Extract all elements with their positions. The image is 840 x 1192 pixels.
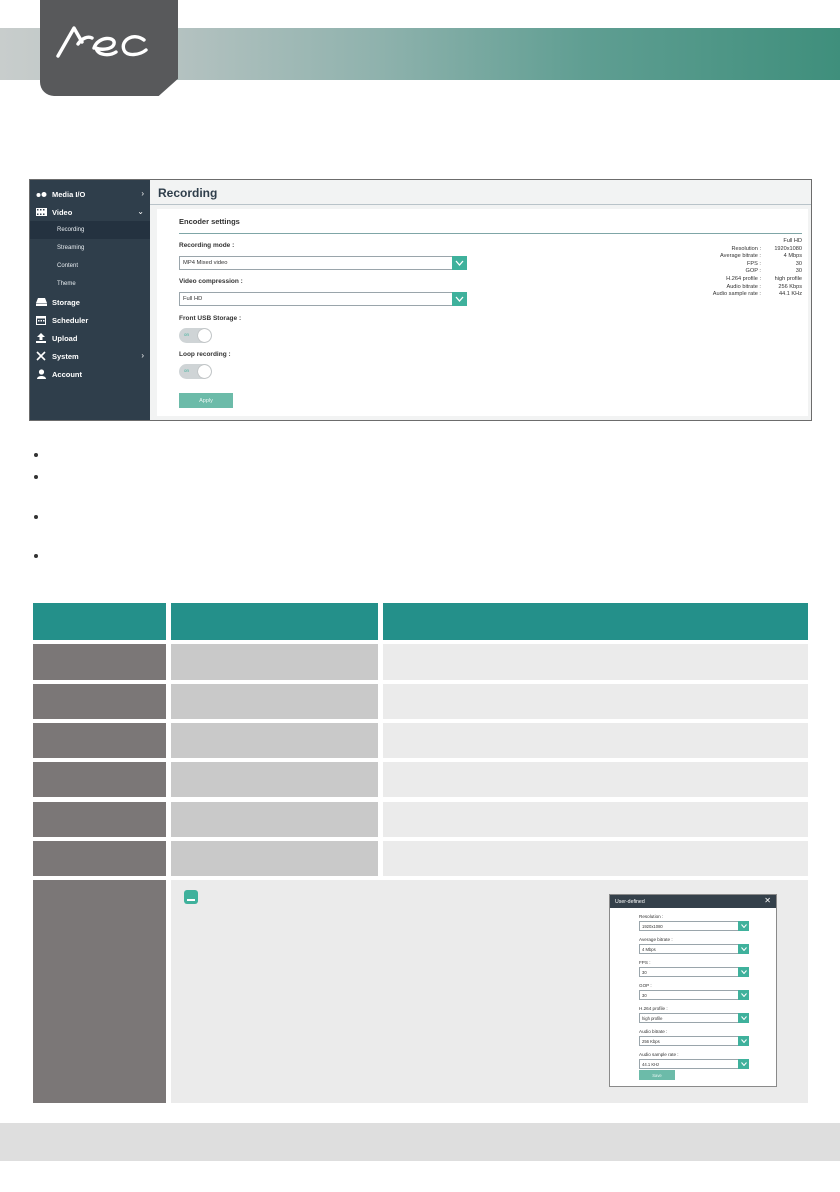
sidebar-item-account[interactable] — [30, 365, 150, 383]
chevron-down-icon — [738, 921, 749, 931]
dialog-field-label: H.264 profile : — [639, 1006, 668, 1011]
user-defined-dialog — [609, 894, 777, 1087]
sidebar-item-storage[interactable] — [30, 293, 150, 311]
chevron-down-icon — [738, 990, 749, 1000]
content-area — [150, 180, 811, 420]
sidebar-item-video[interactable] — [30, 203, 150, 221]
spec-key: H.264 profile : — [726, 275, 761, 282]
chevron-down-icon — [738, 1036, 749, 1046]
sidebar-item-label: Video — [52, 207, 73, 217]
arec-logo-icon — [54, 22, 162, 62]
spec-row — [684, 246, 802, 254]
table-row-description — [383, 644, 808, 680]
spec-value: high profile — [774, 275, 802, 282]
chevron-down-icon — [738, 1013, 749, 1023]
dialog-field-label: GOP : — [639, 983, 652, 988]
dialog-field-value: 30 — [642, 969, 647, 975]
spec-value: 30 — [795, 260, 802, 267]
sidebar-subitem-theme[interactable]: Theme — [57, 281, 76, 287]
spec-heading: Full HD — [783, 238, 802, 244]
table-row-description — [383, 684, 808, 719]
table-header-cell — [171, 603, 378, 640]
dialog-title: User-defined — [615, 898, 645, 905]
resolution-select[interactable] — [639, 921, 749, 931]
front-usb-label: Front USB Storage : — [179, 315, 242, 322]
front-usb-toggle[interactable] — [179, 328, 212, 343]
table-row-description — [383, 841, 808, 876]
table-row-description — [383, 762, 808, 797]
dialog-field-value: 44.1 KHz — [642, 1061, 660, 1067]
table-header-cell — [33, 603, 166, 640]
h264-profile-select[interactable] — [639, 1013, 749, 1023]
spec-row — [684, 261, 802, 269]
bullet-dot — [34, 475, 38, 479]
dialog-field-label: Audio bitrate : — [639, 1029, 668, 1034]
dialog-field-value: high profile — [642, 1015, 663, 1021]
table-row-value — [171, 802, 378, 837]
sidebar-item-label: Upload — [52, 333, 78, 343]
dialog-field — [639, 960, 749, 977]
spec-row — [684, 284, 802, 292]
spec-key: Average bitrate : — [720, 253, 761, 260]
panel-divider — [179, 233, 802, 234]
spec-key: Audio sample rate : — [712, 291, 761, 298]
dialog-header — [610, 895, 776, 908]
media-io-icon — [35, 189, 47, 199]
video-compression-value: Full HD — [183, 296, 203, 302]
sidebar-subitem-recording[interactable]: Recording — [30, 221, 150, 239]
bullet-dot — [34, 453, 38, 457]
gop-select[interactable] — [639, 990, 749, 1000]
toggle-knob — [198, 329, 211, 342]
save-button[interactable]: Save — [639, 1070, 675, 1080]
chevron-down-icon — [738, 967, 749, 977]
spec-key: FPS : — [747, 260, 761, 267]
sidebar-item-label: Media I/O — [52, 189, 86, 199]
dialog-field — [639, 1052, 749, 1069]
sidebar-item-scheduler[interactable] — [30, 311, 150, 329]
table-row-label — [33, 802, 166, 837]
audio-bitrate-select[interactable] — [639, 1036, 749, 1046]
bullet-dot — [34, 515, 38, 519]
dialog-field-value: 1920x1080 — [642, 923, 663, 929]
table-row-value — [171, 762, 378, 797]
sidebar-item-label: Account — [52, 369, 82, 379]
spec-value: 30 — [795, 268, 802, 275]
loop-recording-label: Loop recording : — [179, 351, 231, 358]
spec-value: 44.1 KHz — [778, 291, 802, 298]
chevron-down-icon — [452, 292, 467, 306]
spec-value: 256 Kbps — [778, 283, 802, 290]
encoder-settings-panel — [157, 209, 808, 416]
spec-key: Resolution : — [731, 245, 761, 252]
video-compression-label: Video compression : — [179, 278, 243, 285]
sidebar-subitem-content[interactable]: Content — [57, 263, 79, 269]
average-bitrate-select[interactable] — [639, 944, 749, 954]
sidebar-item-media-io[interactable] — [30, 185, 150, 203]
sidebar-item-label: Scheduler — [52, 315, 89, 325]
table-row-value — [171, 841, 378, 876]
sidebar-item-upload[interactable] — [30, 329, 150, 347]
recording-mode-value: MP4 Mixed video — [183, 260, 228, 266]
tools-icon — [35, 351, 47, 361]
panel-title: Encoder settings — [179, 217, 240, 226]
sidebar-subitem-streaming[interactable]: Streaming — [57, 245, 85, 251]
dialog-field-value: 30 — [642, 992, 647, 998]
brand-logo — [40, 0, 178, 96]
table-row-label — [33, 644, 166, 680]
chevron-down-icon — [452, 256, 467, 270]
table-row-value — [171, 644, 378, 680]
toggle-knob — [198, 365, 211, 378]
sidebar-item-label: Storage — [52, 297, 80, 307]
footer-band — [0, 1123, 840, 1161]
spec-value: 4 Mbps — [783, 253, 802, 260]
chevron-down-icon — [738, 944, 749, 954]
dialog-field — [639, 914, 749, 931]
close-icon[interactable]: ✕ — [764, 896, 771, 905]
dialog-field-label: FPS : — [639, 960, 651, 965]
calendar-icon — [35, 315, 47, 325]
toggle-state: on — [184, 332, 190, 337]
spec-row — [684, 276, 802, 284]
title-divider — [150, 204, 811, 205]
film-icon — [35, 207, 47, 217]
sidebar-item-system[interactable] — [30, 347, 150, 365]
dialog-field-label: Average bitrate : — [639, 937, 673, 942]
table-row-label — [33, 841, 166, 876]
user-defined-icon — [184, 890, 198, 904]
spec-value: 1920x1080 — [774, 245, 802, 252]
dialog-field — [639, 1029, 749, 1046]
dialog-field-value: 256 Kbps — [642, 1038, 660, 1044]
chevron-right-icon: › — [141, 189, 144, 198]
dialog-field — [639, 983, 749, 1000]
page-title: Recording — [158, 186, 218, 200]
dialog-field-label: Resolution : — [639, 914, 664, 919]
bullet-dot — [34, 554, 38, 558]
spec-summary — [684, 238, 802, 299]
user-icon — [35, 369, 47, 379]
video-compression-select[interactable] — [179, 292, 467, 306]
recording-mode-select[interactable] — [179, 256, 467, 270]
spec-row — [684, 291, 802, 299]
chevron-down-icon — [738, 1059, 749, 1069]
upload-icon — [35, 333, 47, 343]
dialog-field-value: 4 Mbps — [642, 946, 656, 952]
toggle-state: on — [184, 368, 190, 373]
sidebar-item-label: System — [52, 351, 79, 361]
table-row-value — [171, 723, 378, 758]
table-row-description — [383, 802, 808, 837]
audio-sample-rate-select[interactable] — [639, 1059, 749, 1069]
table-row-label — [33, 880, 166, 1103]
sidebar — [30, 180, 150, 420]
fps-select[interactable] — [639, 967, 749, 977]
table-header-cell — [383, 603, 808, 640]
storage-icon — [35, 297, 47, 307]
dialog-field — [639, 1006, 749, 1023]
recording-screenshot — [29, 179, 812, 421]
spec-row — [684, 253, 802, 261]
dialog-field — [639, 937, 749, 954]
table-row-label — [33, 762, 166, 797]
table-row-description — [383, 723, 808, 758]
table-row-label — [33, 684, 166, 719]
dialog-field-label: Audio sample rate : — [639, 1052, 679, 1057]
loop-recording-toggle[interactable] — [179, 364, 212, 379]
apply-button[interactable]: Apply — [179, 393, 233, 408]
table-row-label — [33, 723, 166, 758]
recording-mode-label: Recording mode : — [179, 242, 235, 249]
chevron-right-icon: › — [141, 351, 144, 360]
table-row-value — [171, 684, 378, 719]
spec-key: Audio bitrate : — [726, 283, 761, 290]
spec-key: GOP : — [745, 268, 761, 275]
spec-row — [684, 268, 802, 276]
chevron-down-icon: ⌄ — [137, 207, 144, 216]
